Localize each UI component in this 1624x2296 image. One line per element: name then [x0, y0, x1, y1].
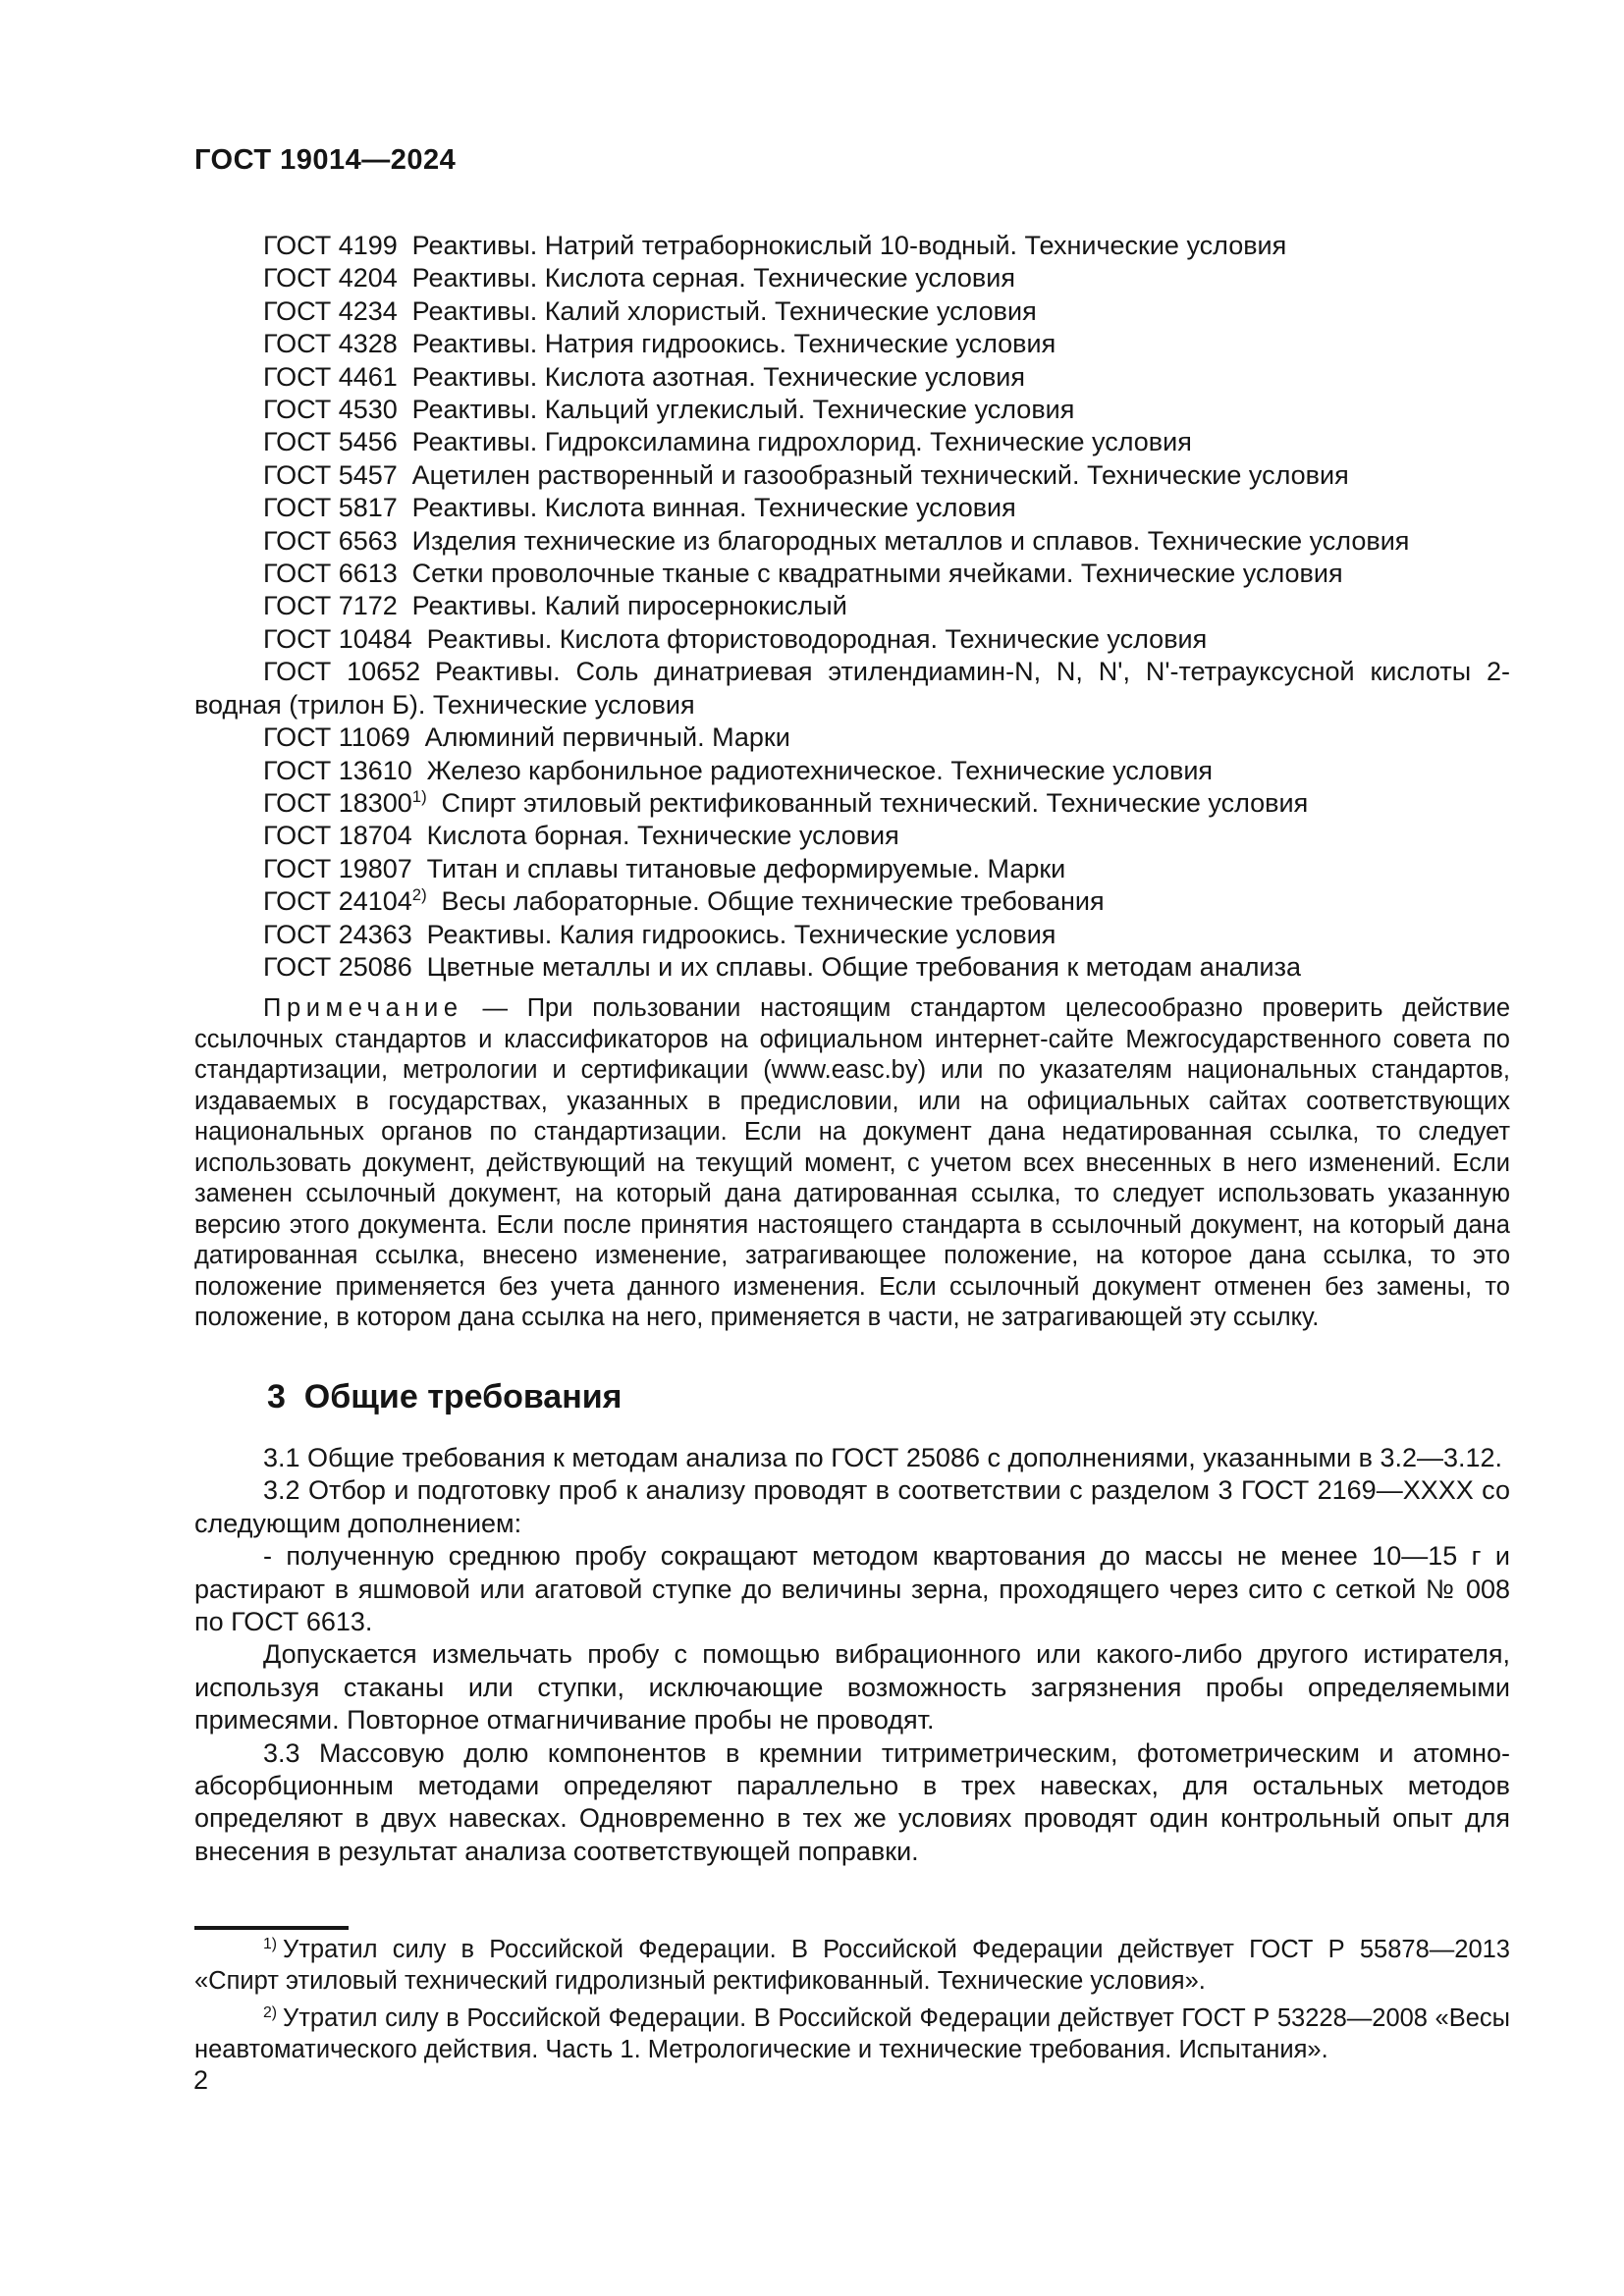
reference-title: Реактивы. Кальций углекислый. Технические условия [411, 395, 1075, 425]
reference-item [194, 230, 1510, 262]
reference-title: Реактивы. Кислота фтористоводородная. Технические условия [426, 623, 1208, 654]
reference-code: ГОСТ 4204 [263, 263, 398, 294]
body-paragraph: Допускается измельчать пробу с помощью вибрационного или какого-либо другого истирателя, используя стаканы или ступки, исключающие возможность загрязнения пробы определяемыми примесями. Повторное отмагничивание пробы не проводят. [194, 1639, 1510, 1735]
reference-item [194, 361, 1510, 394]
reference-code: ГОСТ 11069 [263, 722, 410, 753]
footnote-marker: 1) [263, 1935, 278, 1952]
reference-code: ГОСТ 18300 [263, 787, 412, 818]
reference-code: ГОСТ 25086 [263, 951, 412, 982]
reference-item [194, 328, 1510, 360]
reference-title: Цветные металлы и их сплавы. Общие требования к методам анализа [426, 951, 1301, 982]
reference-code: ГОСТ 4530 [263, 395, 398, 425]
reference-code: ГОСТ 6563 [263, 525, 398, 556]
reference-item [194, 459, 1510, 492]
body-paragraph: - полученную среднюю пробу сокращают методом квартования до массы не менее 10—15 г и растирают в яшмовой или агатовой ступке до величины зерна, проходящего через сито с сеткой № 008 по ГОСТ 6613. [194, 1541, 1510, 1637]
reference-item [194, 394, 1510, 426]
reference-title: Титан и сплавы титановые деформируемые. Марки [426, 853, 1066, 883]
reference-title: Сетки проволочные тканые с квадратными ячейками. Технические условия [411, 559, 1343, 589]
reference-code: ГОСТ 4199 [263, 231, 398, 260]
reference-title: Кислота борная. Технические условия [426, 821, 899, 851]
reference-title: Весы лабораторные. Общие технические требования [441, 886, 1105, 917]
document-header: ГОСТ 19014—2024 [194, 144, 457, 176]
section-body [194, 1442, 1510, 1868]
reference-item [194, 755, 1510, 787]
footnote-marker: 2) [263, 2003, 278, 2021]
reference-title: Реактивы. Кислота серная. Технические условия [411, 263, 1015, 294]
reference-code: ГОСТ 4461 [263, 361, 398, 392]
footnotes [194, 1935, 1510, 2072]
reference-code: ГОСТ 13610 [263, 755, 412, 785]
reference-item [194, 262, 1510, 294]
reference-code: ГОСТ 24363 [263, 919, 412, 949]
note-label: Примечание [263, 994, 463, 1022]
footnote-divider [194, 1926, 349, 1930]
reference-code: ГОСТ 4234 [263, 295, 398, 326]
footnote-text: Утратил силу в Российской Федерации. В Российской Федерации действует ГОСТ Р 55878—2013 «Спирт этиловый технический гидролизный ректификованный. Технические условия». [194, 1936, 1510, 1995]
note-separator: — [462, 994, 527, 1022]
reference-title: Изделия технические из благородных металлов и сплавов. Технические условия [411, 525, 1410, 556]
reference-title: Реактивы. Калия гидроокись. Технические условия [426, 919, 1056, 949]
reference-item [194, 558, 1510, 590]
reference-title: Реактивы. Кислота азотная. Технические условия [411, 361, 1025, 392]
reference-item [194, 820, 1510, 852]
reference-code: ГОСТ 10652 [263, 657, 421, 687]
reference-item [194, 623, 1510, 656]
reference-title: Реактивы. Калий пиросернокислый [411, 591, 847, 621]
reference-title: Железо карбонильное радиотехническое. Технические условия [426, 755, 1214, 785]
reference-code: ГОСТ 4328 [263, 329, 398, 359]
reference-item [194, 295, 1510, 328]
reference-code: ГОСТ 24104 [263, 886, 412, 917]
reference-title: Реактивы. Кислота винная. Технические условия [411, 493, 1016, 523]
reference-item [194, 787, 1510, 820]
references-list [194, 230, 1510, 984]
footnote [194, 1935, 1510, 1997]
reference-footnote-marker: 2) [411, 885, 427, 905]
reference-code: ГОСТ 5456 [263, 427, 398, 457]
reference-code: ГОСТ 5457 [263, 459, 398, 490]
section-heading: 3 Общие требования [267, 1378, 623, 1415]
reference-item [194, 853, 1510, 885]
reference-title: Ацетилен растворенный и газообразный технический. Технические условия [411, 459, 1349, 490]
body-paragraph: 3.3 Массовую долю компонентов в кремнии титриметрическим, фотометрическим и атомно-абсорбционным методами определяют параллельно в трех навесках, для остальных методов определяют в двух навесках. Одновременно в тех же условиях проводят один контрольный опыт для внесения в результат анализа соответствующей поправки. [194, 1737, 1510, 1866]
footnote-text: Утратил силу в Российской Федерации. В Российской Федерации действует ГОСТ Р 53228—2008 «Весы неавтоматического действия. Часть 1. Метрологические и технические требования. Испытания». [194, 2004, 1510, 2063]
reference-title: Реактивы. Соль динатриевая этилендиамин-N, N, N', N'-тетрауксусной кислоты 2-водная (трилон Б). Технические условия [194, 657, 1510, 720]
reference-item [194, 492, 1510, 524]
reference-code: ГОСТ 19807 [263, 853, 412, 883]
reference-item [194, 525, 1510, 558]
reference-title: Алюминий первичный. Марки [424, 722, 790, 753]
reference-code: ГОСТ 7172 [263, 591, 398, 621]
note-text: При пользовании настоящим стандартом целесообразно проверить действие ссылочных стандартов и классификаторов на официальном интернет-сайте Межгосударственного совета по стандартизации, метрологии и сертификации (www.easc.by) или по указателям национальных стандартов, издаваемых в государствах, указанных в предисловии, или на официальных сайтах соответствующих национальных органов по стандартизации. Если на документ дана недатированная ссылка, то следует использовать документ, действующий на текущий момент, с учетом всех внесенных в него изменений. Если заменен ссылочный документ, на который дана датированная ссылка, то следует использовать указанную версию этого документа. Если после принятия настоящего стандарта в ссылочный документ, на который дана датированная ссылка, внесено изменение, затрагивающее положение, на которое дана ссылка, то это положение применяется без учета данного изменения. Если ссылочный документ отменен без замены, то положение, в котором дана ссылка на него, применяется в части, не затрагивающей эту ссылку. [194, 994, 1510, 1331]
reference-title: Реактивы. Натрий тетраборнокислый 10-водный. Технические условия [411, 231, 1287, 260]
page-number: 2 [193, 2065, 209, 2095]
reference-title: Спирт этиловый ректификованный технический. Технические условия [441, 787, 1309, 818]
reference-item [194, 721, 1510, 754]
reference-item [194, 919, 1510, 951]
note-paragraph [194, 993, 1510, 1334]
reference-footnote-marker: 1) [411, 786, 427, 806]
reference-title: Реактивы. Калий хлористый. Технические условия [411, 295, 1037, 326]
reference-code: ГОСТ 18704 [263, 821, 412, 851]
reference-item [194, 951, 1510, 984]
reference-code: ГОСТ 6613 [263, 559, 398, 589]
reference-item [194, 426, 1510, 458]
body-paragraph: 3.2 Отбор и подготовку проб к анализу проводят в соответствии с разделом 3 ГОСТ 2169—ХХХХ со следующим дополнением: [194, 1475, 1510, 1538]
reference-code: ГОСТ 10484 [263, 623, 412, 654]
reference-title: Реактивы. Гидроксиламина гидрохлорид. Технические условия [411, 427, 1192, 457]
reference-title: Реактивы. Натрия гидроокись. Технические условия [411, 329, 1056, 359]
reference-code: ГОСТ 5817 [263, 493, 398, 523]
reference-item [194, 656, 1510, 721]
body-paragraph: 3.1 Общие требования к методам анализа по ГОСТ 25086 с дополнениями, указанными в 3.2—3.12. [263, 1443, 1503, 1472]
reference-item [194, 885, 1510, 918]
footnote [194, 2003, 1510, 2065]
reference-item [194, 590, 1510, 622]
